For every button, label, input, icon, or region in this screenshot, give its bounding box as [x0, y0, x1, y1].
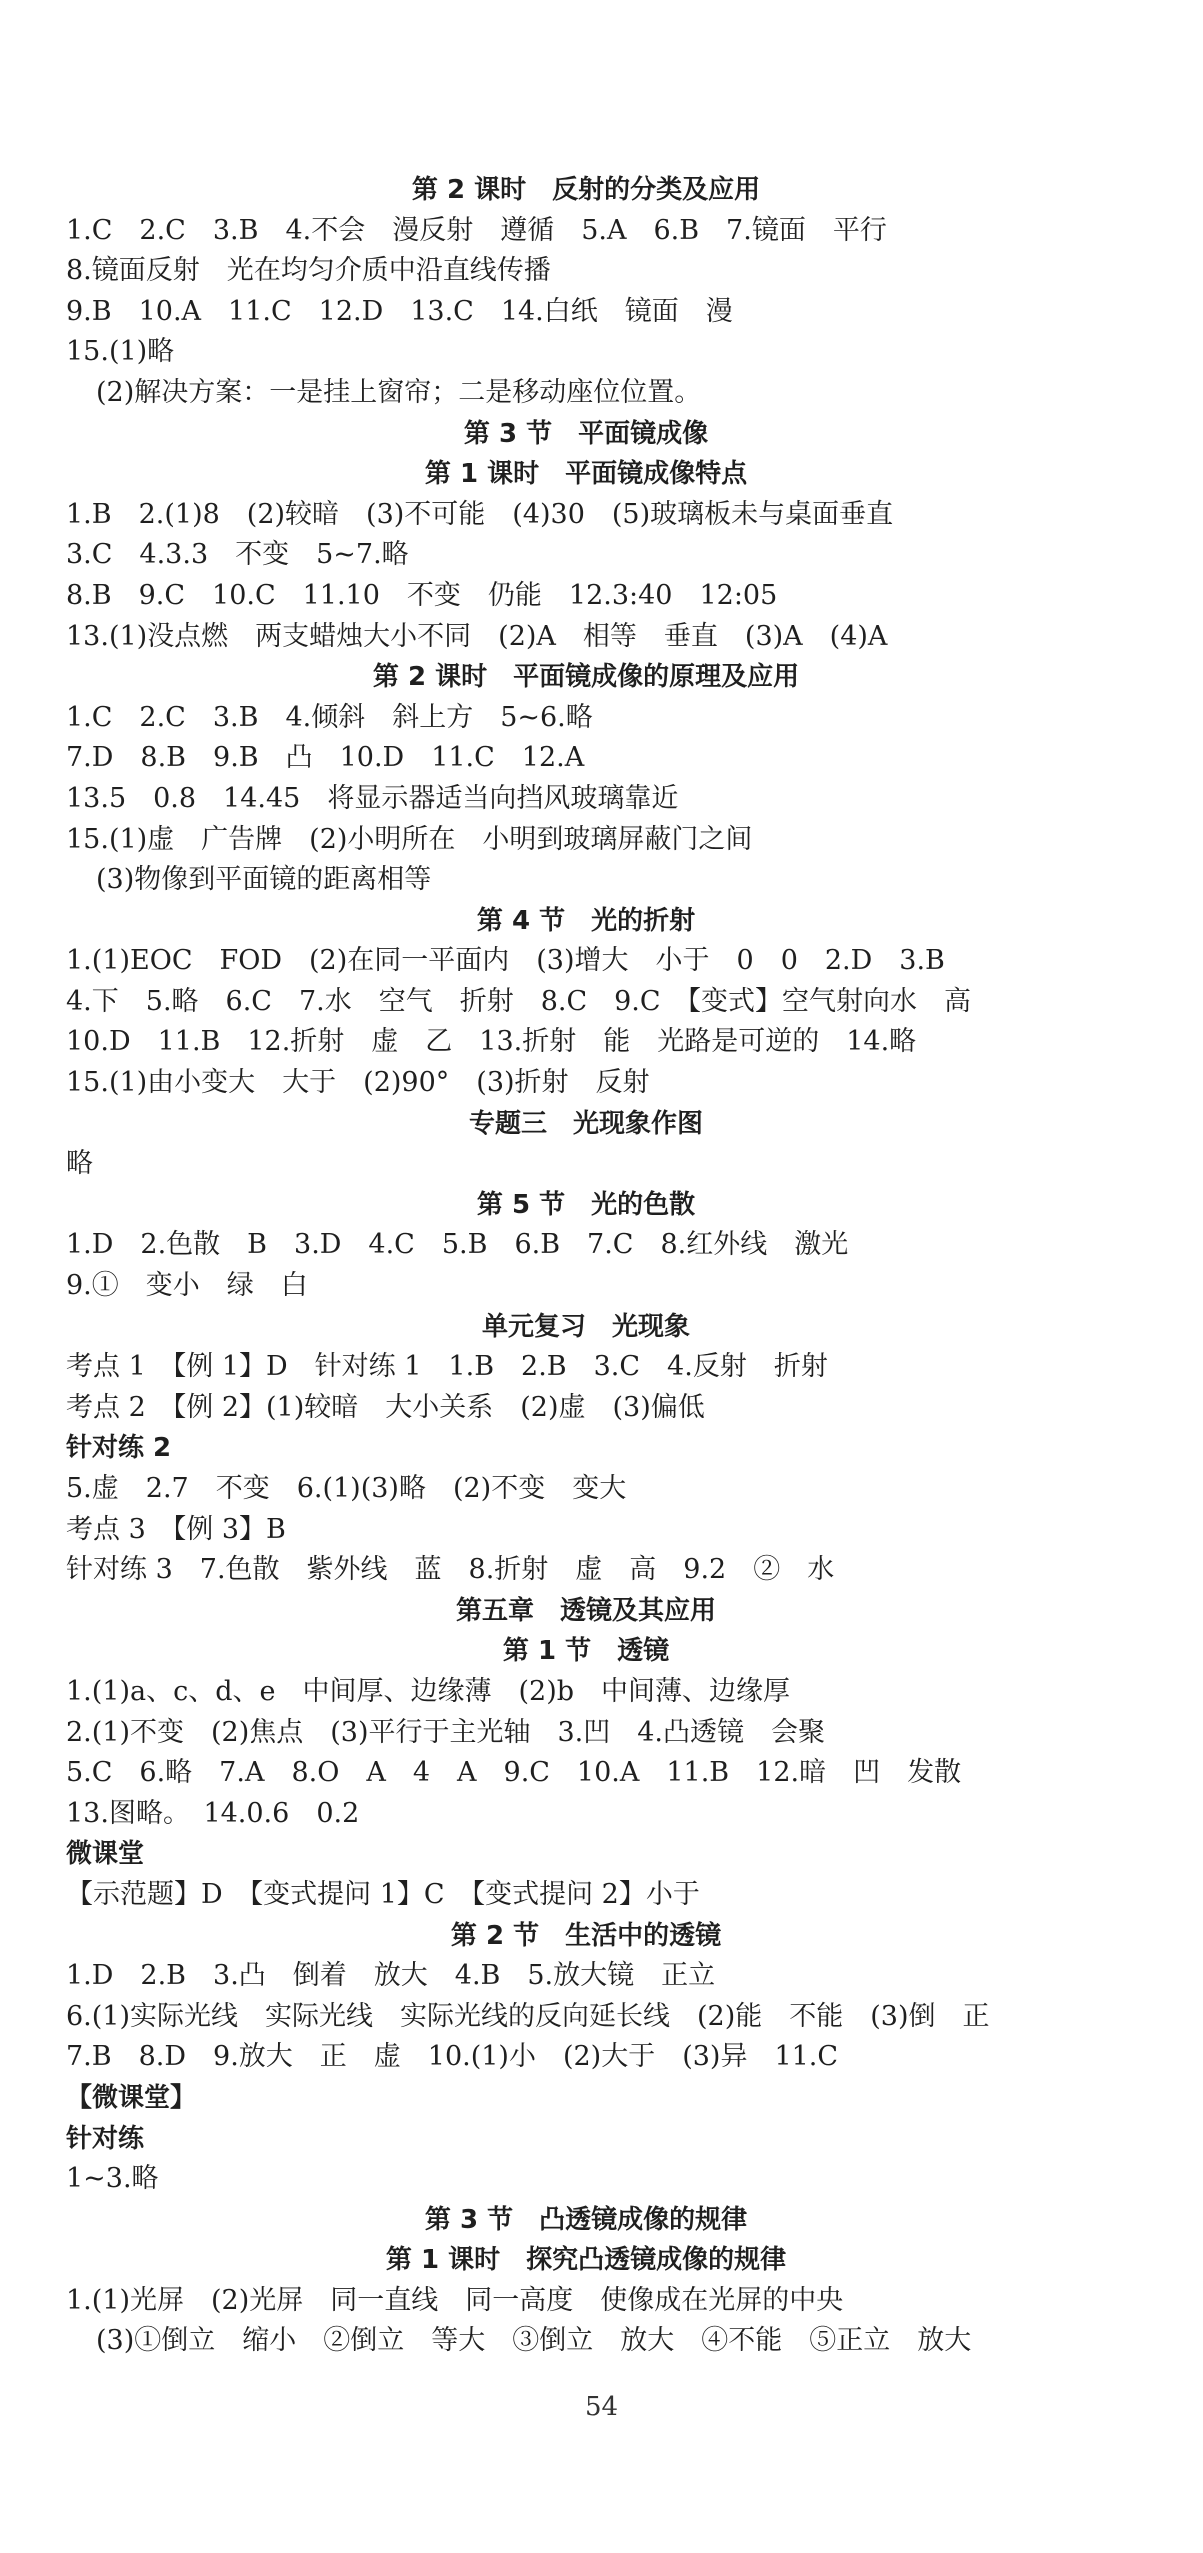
answer-line: 10.D 11.B 12.折射 虚 乙 13.折射 能 光路是可逆的 14.略 — [66, 1026, 917, 1058]
answer-line: 15.(1)略 — [66, 336, 175, 368]
answer-line: 13.(1)没点燃 两支蜡烛大小不同 (2)A 相等 垂直 (3)A (4)A — [66, 620, 888, 652]
section-heading: 第 1 课时 探究凸透镜成像的规律 — [385, 2245, 787, 2276]
answer-line: 7.B 8.D 9.放大 正 虚 10.(1)小 (2)大于 (3)异 11.C — [66, 2041, 839, 2073]
answer-line: 1.(1)EOC FOD (2)在同一平面内 (3)增大 小于 0 0 2.D 3.B — [66, 945, 945, 977]
section-heading: 第 2 课时 反射的分类及应用 — [411, 175, 761, 205]
section-heading: 专题三 光现象作图 — [468, 1108, 703, 1139]
section-heading: 第 2 节 生活中的透镜 — [450, 1920, 722, 1951]
answer-line: 1.C 2.C 3.B 4.倾斜 斜上方 5~6.略 — [66, 701, 593, 733]
subsection-label: 针对练 2 — [66, 1433, 172, 1464]
answer-line: 1.(1)光屏 (2)光屏 同一直线 同一高度 使像成在光屏的中央 — [66, 2284, 844, 2316]
answer-line: 考点 1 【例 1】D 针对练 1 1.B 2.B 3.C 4.反射 折射 — [66, 1351, 828, 1383]
answer-line-indented: (3)物像到平面镜的距离相等 — [96, 864, 432, 896]
answer-line: 13.图略。 14.0.6 0.2 — [66, 1797, 360, 1829]
section-heading: 第 1 节 透镜 — [502, 1636, 670, 1667]
answer-line-indented: (3)①倒立 缩小 ②倒立 等大 ③倒立 放大 ④不能 ⑤正立 放大 — [96, 2325, 972, 2357]
answer-line: 1.D 2.色散 B 3.D 4.C 5.B 6.B 7.C 8.红外线 激光 — [66, 1229, 849, 1261]
answer-content — [66, 170, 1106, 2362]
answer-line: 5.C 6.略 7.A 8.O A 4 A 9.C 10.A 11.B 12.暗 凹 发散 — [66, 1757, 962, 1789]
section-heading: 第 2 课时 平面镜成像的原理及应用 — [372, 662, 800, 693]
section-heading: 第 4 节 光的折射 — [476, 905, 696, 936]
answer-line: 1.C 2.C 3.B 4.不会 漫反射 遵循 5.A 6.B 7.镜面 平行 — [66, 214, 887, 246]
answer-line: 6.(1)实际光线 实际光线 实际光线的反向延长线 (2)能 不能 (3)倒 正 — [66, 2000, 990, 2032]
answer-line: 3.C 4.3.3 不变 5~7.略 — [66, 539, 409, 571]
section-heading: 单元复习 光现象 — [481, 1311, 690, 1342]
answer-line: 【示范题】D 【变式提问 1】C 【变式提问 2】小于 — [66, 1878, 700, 1910]
answer-line: 1.D 2.B 3.凸 倒着 放大 4.B 5.放大镜 正立 — [66, 1960, 716, 1992]
answer-line: 4.下 5.略 6.C 7.水 空气 折射 8.C 9.C 【变式】空气射向水 高 — [66, 985, 972, 1017]
section-heading: 第 3 节 平面镜成像 — [463, 418, 709, 449]
subsection-label: 【微课堂】 — [66, 2082, 197, 2113]
section-heading: 第五章 透镜及其应用 — [455, 1595, 716, 1626]
answer-line: 1~3.略 — [66, 2163, 159, 2195]
answer-line: 13.5 0.8 14.45 将显示器适当向挡风玻璃靠近 — [66, 782, 679, 814]
answer-line: 2.(1)不变 (2)焦点 (3)平行于主光轴 3.凹 4.凸透镜 会聚 — [66, 1716, 826, 1748]
answer-line: 8.B 9.C 10.C 11.10 不变 仍能 12.3:40 12:05 — [66, 579, 778, 611]
answer-line: 15.(1)由小变大 大于 (2)90° (3)折射 反射 — [66, 1067, 650, 1099]
answer-line: 考点 2 【例 2】(1)较暗 大小关系 (2)虚 (3)偏低 — [66, 1391, 705, 1423]
answer-line-indented: (2)解决方案：一是挂上窗帘；二是移动座位位置。 — [96, 376, 702, 408]
section-heading: 第 1 课时 平面镜成像特点 — [424, 459, 748, 490]
answer-line: 1.B 2.(1)8 (2)较暗 (3)不可能 (4)30 (5)玻璃板未与桌面垂直 — [66, 498, 894, 530]
answer-line: 考点 3 【例 3】B — [66, 1513, 286, 1545]
answer-line: 针对练 3 7.色散 紫外线 蓝 8.折射 虚 高 9.2 ② 水 — [66, 1554, 835, 1586]
answer-line: 1.(1)a、c、d、e 中间厚、边缘薄 (2)b 中间薄、边缘厚 — [66, 1675, 791, 1707]
section-heading: 第 3 节 凸透镜成像的规律 — [424, 2204, 748, 2235]
subsection-label: 针对练 — [66, 2123, 145, 2154]
section-heading: 第 5 节 光的色散 — [476, 1189, 696, 1220]
answer-line: 15.(1)虚 广告牌 (2)小明所在 小明到玻璃屏蔽门之间 — [66, 823, 753, 855]
answer-line: 9.B 10.A 11.C 12.D 13.C 14.白纸 镜面 漫 — [66, 295, 733, 327]
subsection-label: 微课堂 — [66, 1839, 145, 1870]
answer-line: 9.① 变小 绿 白 — [66, 1270, 308, 1302]
page-number: 54 — [584, 2392, 619, 2422]
answer-line: 7.D 8.B 9.B 凸 10.D 11.C 12.A — [66, 742, 585, 774]
answer-line: 5.虚 2.7 不变 6.(1)(3)略 (2)不变 变大 — [66, 1473, 627, 1504]
answer-line: 略 — [66, 1148, 93, 1180]
answer-line: 8.镜面反射 光在均匀介质中沿直线传播 — [66, 255, 551, 287]
